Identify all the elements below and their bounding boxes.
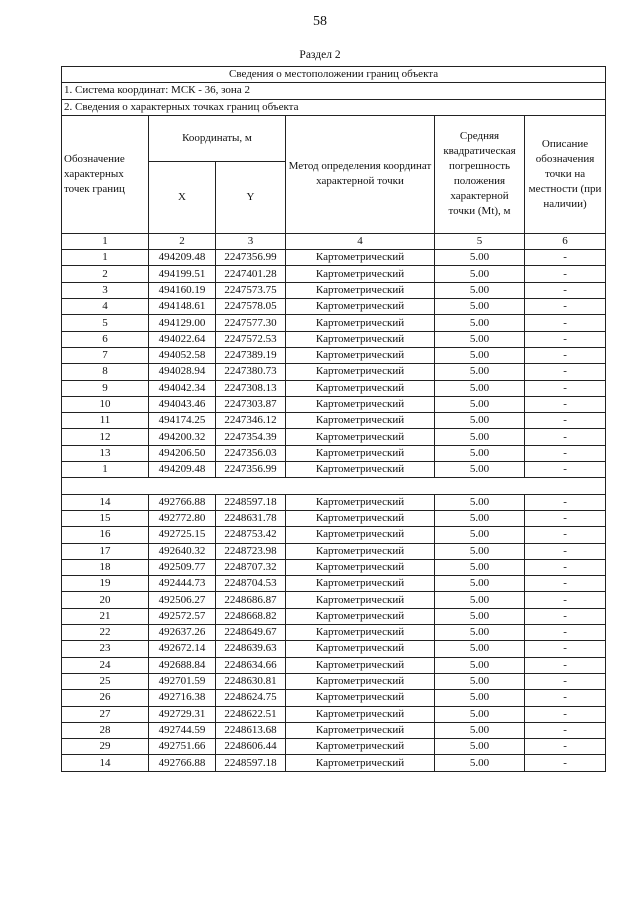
table-row — [62, 641, 606, 657]
description-cell: - — [525, 462, 606, 478]
method-cell: Картометрический — [286, 299, 435, 315]
accuracy-cell: 5.00 — [435, 380, 525, 396]
accuracy-cell: 5.00 — [435, 625, 525, 641]
table-row — [62, 510, 606, 526]
y-cell: 2248723.98 — [216, 543, 286, 559]
method-cell: Картометрический — [286, 266, 435, 282]
method-cell: Картометрический — [286, 625, 435, 641]
header-x: X — [149, 161, 216, 233]
accuracy-cell: 5.00 — [435, 657, 525, 673]
x-cell: 494129.00 — [149, 315, 216, 331]
table-row — [62, 657, 606, 673]
accuracy-cell: 5.00 — [435, 494, 525, 510]
point-cell: 13 — [62, 445, 149, 461]
description-cell: - — [525, 722, 606, 738]
x-cell: 494200.32 — [149, 429, 216, 445]
method-cell: Картометрический — [286, 690, 435, 706]
separator-row — [62, 478, 606, 494]
table-row — [62, 527, 606, 543]
point-cell: 17 — [62, 543, 149, 559]
y-cell: 2248753.42 — [216, 527, 286, 543]
x-cell: 492572.57 — [149, 608, 216, 624]
accuracy-cell: 5.00 — [435, 690, 525, 706]
x-cell: 492444.73 — [149, 576, 216, 592]
accuracy-cell: 5.00 — [435, 347, 525, 363]
y-cell: 2248707.32 — [216, 559, 286, 575]
method-cell: Картометрический — [286, 413, 435, 429]
y-cell: 2247572.53 — [216, 331, 286, 347]
y-cell: 2248597.18 — [216, 494, 286, 510]
x-cell: 494052.58 — [149, 347, 216, 363]
x-cell: 494206.50 — [149, 445, 216, 461]
description-cell: - — [525, 673, 606, 689]
description-cell: - — [525, 266, 606, 282]
x-cell: 492509.77 — [149, 559, 216, 575]
table-row — [62, 315, 606, 331]
method-cell: Картометрический — [286, 331, 435, 347]
table-caption: Сведения о местоположении границ объекта — [62, 67, 606, 83]
x-cell: 492701.59 — [149, 673, 216, 689]
x-cell: 494028.94 — [149, 364, 216, 380]
accuracy-cell: 5.00 — [435, 364, 525, 380]
table-row — [62, 673, 606, 689]
y-cell: 2247380.73 — [216, 364, 286, 380]
point-cell: 1 — [62, 250, 149, 266]
accuracy-cell: 5.00 — [435, 755, 525, 771]
y-cell: 2248639.63 — [216, 641, 286, 657]
table-row — [62, 722, 606, 738]
y-cell: 2248631.78 — [216, 510, 286, 526]
x-cell: 494209.48 — [149, 250, 216, 266]
y-cell: 2247346.12 — [216, 413, 286, 429]
coordinates-table — [61, 66, 606, 772]
method-cell: Картометрический — [286, 608, 435, 624]
description-cell: - — [525, 282, 606, 298]
point-cell: 19 — [62, 576, 149, 592]
y-cell: 2247354.39 — [216, 429, 286, 445]
point-cell: 3 — [62, 282, 149, 298]
description-cell: - — [525, 576, 606, 592]
accuracy-cell: 5.00 — [435, 396, 525, 412]
description-cell: - — [525, 690, 606, 706]
header-designation: Обозначение характерных точек границ — [62, 115, 149, 233]
x-cell: 494022.64 — [149, 331, 216, 347]
accuracy-cell: 5.00 — [435, 429, 525, 445]
y-cell: 2247577.30 — [216, 315, 286, 331]
header-method: Метод определения координат характерной точки — [286, 115, 435, 233]
point-cell: 7 — [62, 347, 149, 363]
method-cell: Картометрический — [286, 510, 435, 526]
accuracy-cell: 5.00 — [435, 673, 525, 689]
y-cell: 2247308.13 — [216, 380, 286, 396]
point-cell: 24 — [62, 657, 149, 673]
method-cell: Картометрический — [286, 722, 435, 738]
accuracy-cell: 5.00 — [435, 706, 525, 722]
point-cell: 10 — [62, 396, 149, 412]
x-cell: 492744.59 — [149, 722, 216, 738]
point-cell: 11 — [62, 413, 149, 429]
table-row — [62, 706, 606, 722]
column-number-cell: 4 — [286, 233, 435, 249]
table-row — [62, 299, 606, 315]
table-row — [62, 625, 606, 641]
method-cell: Картометрический — [286, 429, 435, 445]
point-cell: 5 — [62, 315, 149, 331]
description-cell: - — [525, 413, 606, 429]
y-cell: 2248668.82 — [216, 608, 286, 624]
x-cell: 494148.61 — [149, 299, 216, 315]
point-cell: 27 — [62, 706, 149, 722]
description-cell: - — [525, 739, 606, 755]
coord-system-row: 1. Система координат: МСК - 36, зона 2 — [62, 83, 606, 99]
x-cell: 492506.27 — [149, 592, 216, 608]
description-cell: - — [525, 657, 606, 673]
accuracy-cell: 5.00 — [435, 315, 525, 331]
column-number-cell: 5 — [435, 233, 525, 249]
method-cell: Картометрический — [286, 445, 435, 461]
description-cell: - — [525, 559, 606, 575]
table-row — [62, 608, 606, 624]
accuracy-cell: 5.00 — [435, 331, 525, 347]
accuracy-cell: 5.00 — [435, 510, 525, 526]
y-cell: 2248634.66 — [216, 657, 286, 673]
method-cell: Картометрический — [286, 462, 435, 478]
accuracy-cell: 5.00 — [435, 543, 525, 559]
accuracy-cell: 5.00 — [435, 641, 525, 657]
point-cell: 6 — [62, 331, 149, 347]
column-number-cell: 3 — [216, 233, 286, 249]
column-number-cell: 2 — [149, 233, 216, 249]
description-cell: - — [525, 331, 606, 347]
point-cell: 23 — [62, 641, 149, 657]
description-cell: - — [525, 364, 606, 380]
y-cell: 2247578.05 — [216, 299, 286, 315]
description-cell: - — [525, 510, 606, 526]
accuracy-cell: 5.00 — [435, 250, 525, 266]
table-row — [62, 576, 606, 592]
accuracy-cell: 5.00 — [435, 266, 525, 282]
method-cell: Картометрический — [286, 543, 435, 559]
x-cell: 492716.38 — [149, 690, 216, 706]
accuracy-cell: 5.00 — [435, 462, 525, 478]
description-cell: - — [525, 299, 606, 315]
description-cell: - — [525, 250, 606, 266]
method-cell: Картометрический — [286, 282, 435, 298]
y-cell: 2247303.87 — [216, 396, 286, 412]
header-accuracy: Средняя квадратическая погрешность положения характерной точки (Mt), м — [435, 115, 525, 233]
method-cell: Картометрический — [286, 559, 435, 575]
method-cell: Картометрический — [286, 250, 435, 266]
point-cell: 26 — [62, 690, 149, 706]
point-cell: 2 — [62, 266, 149, 282]
accuracy-cell: 5.00 — [435, 299, 525, 315]
table-row — [62, 543, 606, 559]
accuracy-cell: 5.00 — [435, 527, 525, 543]
method-cell: Картометрический — [286, 347, 435, 363]
method-cell: Картометрический — [286, 364, 435, 380]
y-cell: 2248597.18 — [216, 755, 286, 771]
description-cell: - — [525, 755, 606, 771]
point-cell: 4 — [62, 299, 149, 315]
y-cell: 2248606.44 — [216, 739, 286, 755]
section-title: Раздел 2 — [299, 49, 341, 61]
table-row — [62, 396, 606, 412]
point-cell: 25 — [62, 673, 149, 689]
x-cell: 492766.88 — [149, 755, 216, 771]
points-title-row: 2. Сведения о характерных точках границ объекта — [62, 99, 606, 115]
description-cell: - — [525, 380, 606, 396]
point-cell: 14 — [62, 755, 149, 771]
table-row — [62, 364, 606, 380]
x-cell: 492772.80 — [149, 510, 216, 526]
y-cell: 2248624.75 — [216, 690, 286, 706]
table-row — [62, 592, 606, 608]
method-cell: Картометрический — [286, 592, 435, 608]
point-cell: 9 — [62, 380, 149, 396]
x-cell: 492688.84 — [149, 657, 216, 673]
x-cell: 492672.14 — [149, 641, 216, 657]
table-row — [62, 380, 606, 396]
y-cell: 2248630.81 — [216, 673, 286, 689]
accuracy-cell: 5.00 — [435, 282, 525, 298]
y-cell: 2248649.67 — [216, 625, 286, 641]
method-cell: Картометрический — [286, 673, 435, 689]
x-cell: 492637.26 — [149, 625, 216, 641]
y-cell: 2247389.19 — [216, 347, 286, 363]
accuracy-cell: 5.00 — [435, 608, 525, 624]
accuracy-cell: 5.00 — [435, 413, 525, 429]
x-cell: 494043.46 — [149, 396, 216, 412]
description-cell: - — [525, 592, 606, 608]
table-row — [62, 445, 606, 461]
table-row — [62, 429, 606, 445]
table-row — [62, 250, 606, 266]
table-row — [62, 755, 606, 771]
description-cell: - — [525, 429, 606, 445]
table-row — [62, 462, 606, 478]
method-cell: Картометрический — [286, 657, 435, 673]
y-cell: 2248613.68 — [216, 722, 286, 738]
description-cell: - — [525, 347, 606, 363]
point-cell: 28 — [62, 722, 149, 738]
x-cell: 492766.88 — [149, 494, 216, 510]
accuracy-cell: 5.00 — [435, 592, 525, 608]
x-cell: 492729.31 — [149, 706, 216, 722]
point-cell: 15 — [62, 510, 149, 526]
header-y: Y — [216, 161, 286, 233]
x-cell: 494160.19 — [149, 282, 216, 298]
accuracy-cell: 5.00 — [435, 559, 525, 575]
point-cell: 8 — [62, 364, 149, 380]
point-cell: 16 — [62, 527, 149, 543]
table-row — [62, 266, 606, 282]
x-cell: 494199.51 — [149, 266, 216, 282]
table-row — [62, 494, 606, 510]
point-cell: 14 — [62, 494, 149, 510]
header-coordinates: Координаты, м — [149, 115, 286, 161]
y-cell: 2247356.99 — [216, 250, 286, 266]
table-row — [62, 347, 606, 363]
accuracy-cell: 5.00 — [435, 576, 525, 592]
point-cell: 29 — [62, 739, 149, 755]
table-row — [62, 559, 606, 575]
method-cell: Картометрический — [286, 706, 435, 722]
point-cell: 1 — [62, 462, 149, 478]
method-cell: Картометрический — [286, 380, 435, 396]
x-cell: 492640.32 — [149, 543, 216, 559]
method-cell: Картометрический — [286, 494, 435, 510]
page-number: 58 — [313, 14, 327, 29]
table-row — [62, 282, 606, 298]
description-cell: - — [525, 608, 606, 624]
method-cell: Картометрический — [286, 527, 435, 543]
point-cell: 21 — [62, 608, 149, 624]
point-cell: 20 — [62, 592, 149, 608]
description-cell: - — [525, 445, 606, 461]
table-row — [62, 413, 606, 429]
column-numbers-row — [62, 233, 606, 249]
y-cell: 2247356.03 — [216, 445, 286, 461]
accuracy-cell: 5.00 — [435, 739, 525, 755]
point-cell: 22 — [62, 625, 149, 641]
method-cell: Картометрический — [286, 739, 435, 755]
description-cell: - — [525, 494, 606, 510]
x-cell: 492751.66 — [149, 739, 216, 755]
y-cell: 2247573.75 — [216, 282, 286, 298]
column-number-cell: 1 — [62, 233, 149, 249]
point-cell: 18 — [62, 559, 149, 575]
method-cell: Картометрический — [286, 576, 435, 592]
accuracy-cell: 5.00 — [435, 722, 525, 738]
y-cell: 2248686.87 — [216, 592, 286, 608]
y-cell: 2247401.28 — [216, 266, 286, 282]
method-cell: Картометрический — [286, 396, 435, 412]
description-cell: - — [525, 543, 606, 559]
method-cell: Картометрический — [286, 641, 435, 657]
description-cell: - — [525, 706, 606, 722]
y-cell: 2248704.53 — [216, 576, 286, 592]
x-cell: 494174.25 — [149, 413, 216, 429]
description-cell: - — [525, 527, 606, 543]
x-cell: 492725.15 — [149, 527, 216, 543]
table-row — [62, 690, 606, 706]
method-cell: Картометрический — [286, 315, 435, 331]
x-cell: 494209.48 — [149, 462, 216, 478]
separator-cell — [62, 478, 606, 494]
table-row — [62, 739, 606, 755]
y-cell: 2248622.51 — [216, 706, 286, 722]
y-cell: 2247356.99 — [216, 462, 286, 478]
column-number-cell: 6 — [525, 233, 606, 249]
point-cell: 12 — [62, 429, 149, 445]
description-cell: - — [525, 641, 606, 657]
description-cell: - — [525, 396, 606, 412]
description-cell: - — [525, 315, 606, 331]
table-row — [62, 331, 606, 347]
method-cell: Картометрический — [286, 755, 435, 771]
description-cell: - — [525, 625, 606, 641]
x-cell: 494042.34 — [149, 380, 216, 396]
accuracy-cell: 5.00 — [435, 445, 525, 461]
header-description: Описание обозначения точки на местности (при наличии) — [525, 115, 606, 233]
